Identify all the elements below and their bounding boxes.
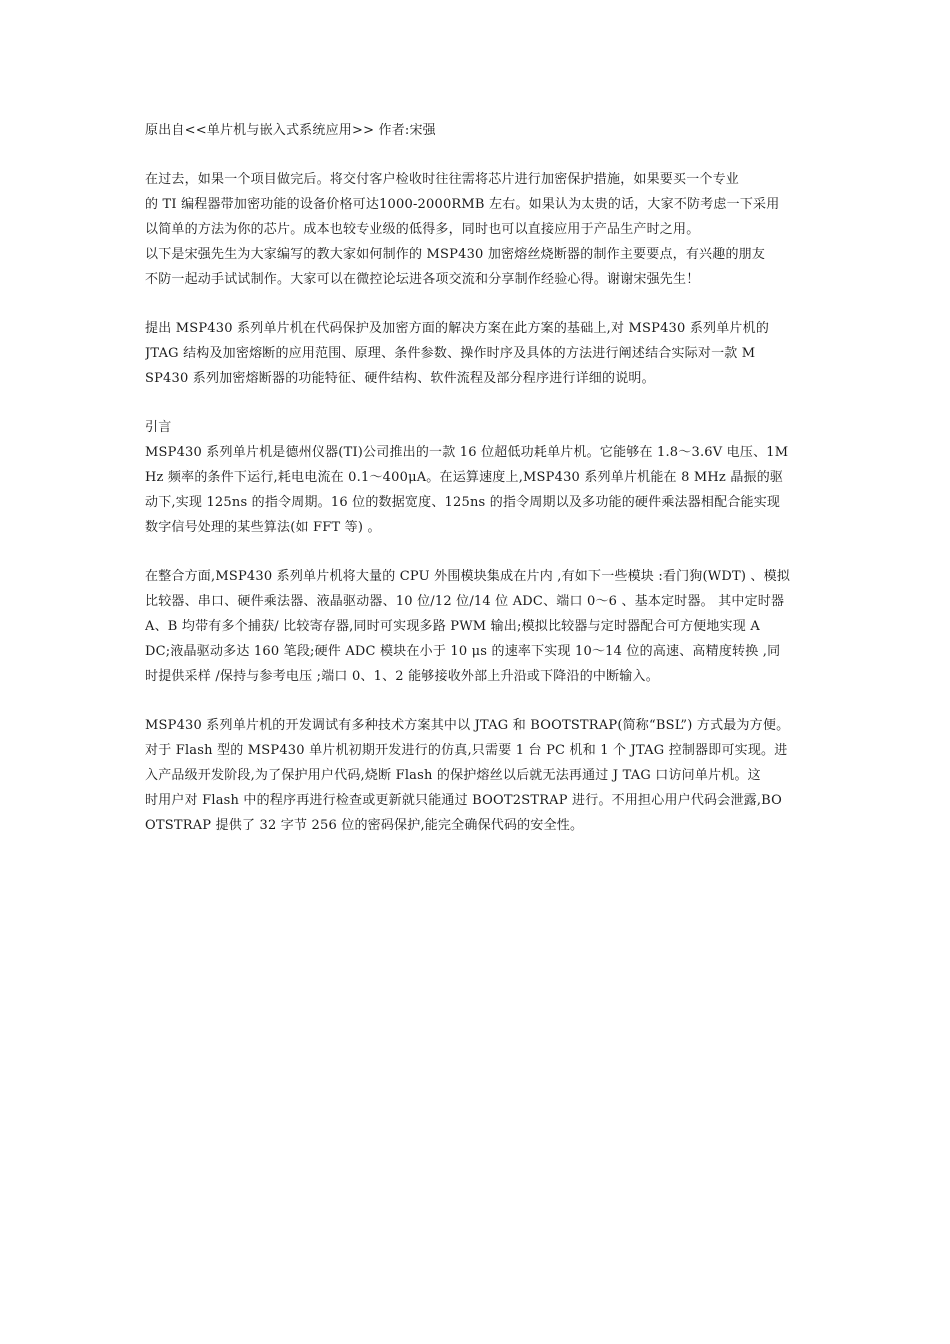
text-line: DC;液晶驱动多达 160 笔段;硬件 ADC 模块在小于 10 μs 的速率下实现 10～14 位的高速、高精度转换 ,同 xyxy=(145,644,781,659)
text-line: 在过去，如果一个项目做完后。将交付客户检收时往往需将芯片进行加密保护措施，如果要买一个专业 xyxy=(145,172,740,187)
text-line: 对于 Flash 型的 MSP430 单片机初期开发进行的仿真,只需要 1 台 PC 机和 1 个 JTAG 控制器即可实现。进 xyxy=(145,743,788,758)
text-line: 时用户对 Flash 中的程序再进行检查或更新就只能通过 BOOT2STRAP 进行。不用担心用户代码会泄露,BO xyxy=(145,793,783,808)
text-line: Hz 频率的条件下运行,耗电电流在 0.1～400μA。在运算速度上,MSP430 系列单片机能在 8 MHz 晶振的驱 xyxy=(145,470,784,485)
text-line: SP430 系列加密熔断器的功能特征、硬件结构、软件流程及部分程序进行详细的说明。 xyxy=(145,371,655,386)
paragraph-gap xyxy=(145,540,815,564)
source-line: 原出自<<单片机与嵌入式系统应用>> 作者:宋强 xyxy=(145,123,436,138)
text-line: 的 TI 编程器带加密功能的设备价格可达1000-2000RMB 左右。如果认为太贵的话，大家不防考虑一下采用 xyxy=(145,197,780,212)
text-line: MSP430 系列单片机的开发调试有多种技术方案其中以 JTAG 和 BOOTSTRAP(简称“BSL”) 方式最为方便。 xyxy=(145,718,790,733)
text-line: 以简单的方法为你的芯片。成本也较专业级的低得多，同时也可以直接应用于产品生产时之用。 xyxy=(145,222,700,237)
debug-paragraph xyxy=(145,713,815,838)
text-line: 入产品级开发阶段,为了保护用户代码,烧断 Flash 的保护熔丝以后就无法再通过 J TAG 口访问单片机。这 xyxy=(145,768,761,783)
section-heading: 引言 xyxy=(145,420,172,435)
intro-paragraph xyxy=(145,167,815,292)
text-line: A、B 均带有多个捕获/ 比较寄存器,同时可实现多路 PWM 输出;模拟比较器与定时器配合可方便地实现 A xyxy=(145,619,760,634)
text-line: 在整合方面,MSP430 系列单片机将大量的 CPU 外围模块集成在片内 ,有如下一些模块 :看门狗(WDT) 、模拟 xyxy=(145,569,791,584)
paragraph-gap xyxy=(145,689,815,713)
text-line: 时提供采样 /保持与参考电压 ;端口 0、1、2 能够接收外部上升沿或下降沿的中断输入。 xyxy=(145,669,659,684)
paragraph-gap xyxy=(145,391,815,415)
text-line: MSP430 系列单片机是德州仪器(TI)公司推出的一款 16 位超低功耗单片机。它能够在 1.8～3.6V 电压、1M xyxy=(145,445,789,460)
text-line: JTAG 结构及加密熔断的应用范围、原理、条件参数、操作时序及具体的方法进行阐述结合实际对一款 M xyxy=(145,346,756,361)
text-line: 以下是宋强先生为大家编写的教大家如何制作的 MSP430 加密熔丝烧断器的制作主要要点，有兴趣的朋友 xyxy=(145,247,766,262)
intro-body-paragraph xyxy=(145,440,815,540)
text-line: 不防一起动手试试制作。大家可以在微控论坛进各项交流和分享制作经验心得。谢谢宋强先生！ xyxy=(145,272,700,287)
paragraph-gap xyxy=(145,143,815,167)
text-line: 比较器、串口、硬件乘法器、液晶驱动器、10 位/12 位/14 位 ADC、端口 0～6 、基本定时器。 其中定时器 xyxy=(145,594,785,609)
text-line: 提出 MSP430 系列单片机在代码保护及加密方面的解决方案在此方案的基础上,对 MSP430 系列单片机的 xyxy=(145,321,770,336)
text-line: OTSTRAP 提供了 32 字节 256 位的密码保护,能完全确保代码的安全性。 xyxy=(145,818,584,833)
integration-paragraph xyxy=(145,564,815,689)
text-line: 数字信号处理的某些算法(如 FFT 等) 。 xyxy=(145,520,381,535)
text-line: 动下,实现 125ns 的指令周期。16 位的数据宽度、125ns 的指令周期以及多功能的硬件乘法器相配合能实现 xyxy=(145,495,781,510)
document-page xyxy=(145,118,815,838)
abstract-paragraph xyxy=(145,316,815,391)
paragraph-gap xyxy=(145,292,815,316)
